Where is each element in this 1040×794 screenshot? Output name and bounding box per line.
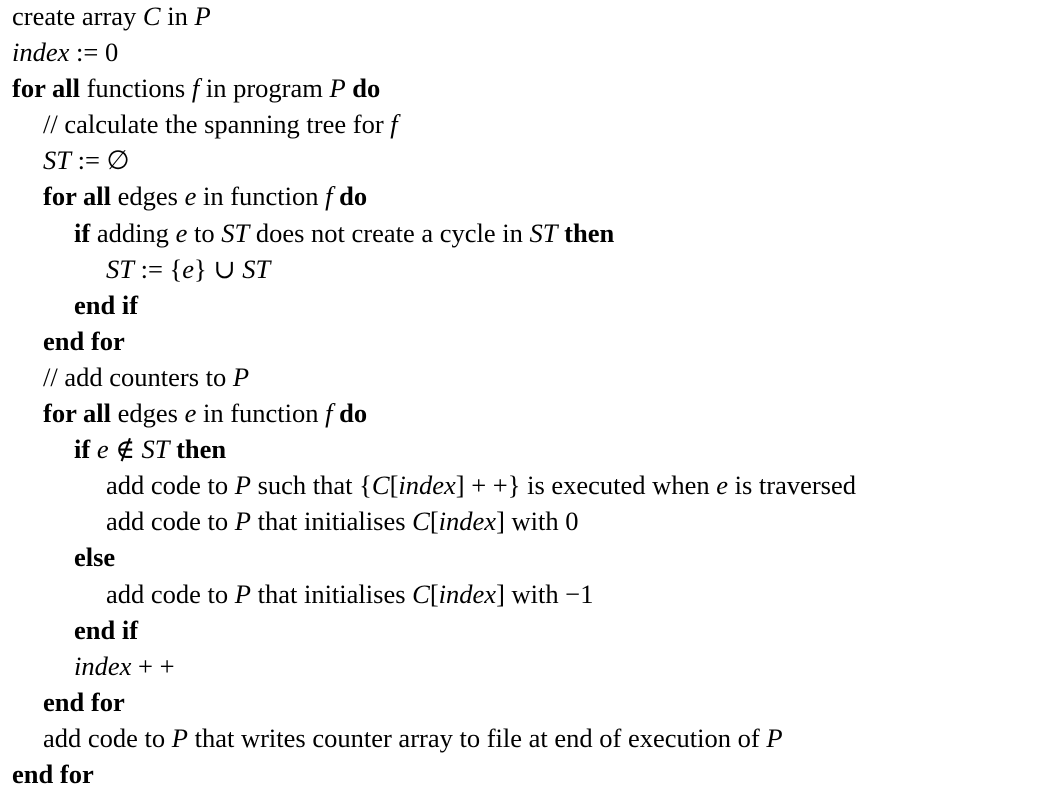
- math-variable: e: [184, 181, 197, 212]
- math-expression: := {: [134, 253, 183, 284]
- keyword: for all: [12, 73, 80, 104]
- plain-text: in: [160, 1, 195, 31]
- pseudocode-algorithm: [12, 0, 1036, 794]
- keyword: else: [74, 542, 116, 573]
- keyword: end for: [43, 686, 125, 717]
- math-variable: f: [191, 73, 200, 104]
- math-variable: index: [438, 578, 497, 609]
- algorithm-line-9: [12, 289, 1036, 325]
- math-variable: e: [175, 217, 188, 248]
- comment-text: // calculate the spanning tree for: [43, 109, 391, 140]
- math-variable: P: [234, 578, 251, 609]
- plain-text: is traversed: [727, 470, 857, 501]
- algorithm-line-5: [12, 144, 1036, 180]
- plain-text: adding: [90, 217, 176, 248]
- comment-text: // add counters to: [43, 361, 233, 392]
- algorithm-line-7: [12, 217, 1036, 253]
- plain-text: such that {: [250, 470, 372, 501]
- plain-text: that initialises: [250, 578, 413, 609]
- keyword: do: [332, 181, 368, 212]
- math-variable: P: [766, 722, 783, 753]
- plain-text: ] + +} is executed when: [455, 470, 717, 501]
- math-variable: P: [329, 73, 346, 104]
- math-variable: P: [234, 506, 251, 537]
- keyword: if: [74, 217, 91, 248]
- math-expression: [: [389, 470, 399, 501]
- math-variable: P: [171, 722, 188, 753]
- math-expression: ∉: [108, 434, 142, 465]
- math-variable: P: [232, 361, 250, 392]
- math-variable: ST: [529, 217, 558, 248]
- math-expression: } ∪: [194, 253, 243, 284]
- plain-text: that initialises: [250, 506, 413, 537]
- plain-text: edges: [110, 181, 185, 212]
- math-expression: [: [429, 506, 439, 537]
- math-variable: index: [438, 506, 497, 537]
- plain-text: in function: [196, 398, 326, 429]
- algorithm-line-20: [12, 686, 1036, 722]
- math-variable: C: [371, 470, 390, 501]
- algorithm-line-6: [12, 180, 1036, 216]
- keyword: end if: [74, 289, 139, 320]
- math-variable: ST: [242, 253, 271, 284]
- math-variable: e: [716, 470, 728, 501]
- math-variable: ST: [221, 217, 250, 248]
- plain-text: create array: [12, 1, 143, 31]
- keyword: end if: [74, 614, 139, 645]
- math-variable: ST: [106, 253, 134, 284]
- keyword: for all: [43, 398, 111, 429]
- math-expression: := 0: [69, 37, 119, 68]
- math-variable: f: [390, 109, 398, 140]
- math-variable: f: [325, 398, 333, 429]
- plain-text: ] with −1: [496, 578, 594, 609]
- algorithm-line-1: [12, 0, 1036, 36]
- math-variable: e: [96, 434, 109, 465]
- plain-text: that writes counter array to file at end of execution of: [187, 722, 767, 753]
- math-expression: := ∅: [71, 145, 130, 176]
- plain-text: add code to: [106, 470, 235, 501]
- math-variable: index: [74, 650, 132, 681]
- plain-text: [90, 434, 97, 464]
- math-expression: [: [429, 578, 439, 609]
- algorithm-line-19: [12, 650, 1036, 686]
- keyword: then: [169, 434, 227, 465]
- keyword: do: [345, 73, 381, 104]
- math-variable: ST: [43, 145, 71, 176]
- algorithm-line-8: [12, 253, 1036, 289]
- math-variable: index: [398, 470, 456, 501]
- math-variable: C: [412, 506, 430, 537]
- plain-text: add code to: [106, 578, 235, 609]
- plain-text: edges: [110, 398, 185, 429]
- math-variable: C: [412, 578, 430, 609]
- algorithm-line-3: [12, 72, 1036, 108]
- plain-text: to: [187, 217, 222, 248]
- keyword: then: [557, 217, 615, 248]
- algorithm-line-13: [12, 433, 1036, 469]
- math-variable: ST: [141, 434, 170, 465]
- algorithm-line-11: [12, 361, 1036, 397]
- math-variable: P: [234, 470, 251, 501]
- algorithm-line-2: [12, 36, 1036, 72]
- plain-text: in function: [196, 181, 326, 212]
- math-variable: P: [194, 1, 211, 31]
- algorithm-line-10: [12, 325, 1036, 361]
- algorithm-line-21: [12, 722, 1036, 758]
- algorithm-line-18: [12, 614, 1036, 650]
- keyword: do: [332, 398, 368, 429]
- math-expression: + +: [131, 650, 175, 681]
- keyword: if: [74, 434, 91, 465]
- keyword: end for: [12, 758, 94, 789]
- math-variable: e: [184, 398, 197, 429]
- plain-text: add code to: [106, 506, 235, 537]
- algorithm-line-12: [12, 397, 1036, 433]
- plain-text: in program: [199, 73, 330, 104]
- algorithm-line-4: [12, 108, 1036, 144]
- math-variable: C: [142, 1, 161, 31]
- plain-text: ] with 0: [496, 506, 579, 537]
- algorithm-line-15: [12, 505, 1036, 541]
- math-variable: f: [325, 181, 333, 212]
- keyword: for all: [43, 181, 111, 212]
- plain-text: add code to: [43, 722, 172, 753]
- algorithm-line-16: [12, 541, 1036, 577]
- plain-text: does not create a cycle in: [249, 217, 530, 248]
- keyword: end for: [43, 325, 125, 356]
- algorithm-line-22: [12, 758, 1036, 794]
- algorithm-line-17: [12, 578, 1036, 614]
- plain-text: functions: [79, 73, 192, 104]
- algorithm-line-14: [12, 469, 1036, 505]
- math-variable: e: [182, 253, 195, 284]
- math-variable: index: [12, 37, 70, 68]
